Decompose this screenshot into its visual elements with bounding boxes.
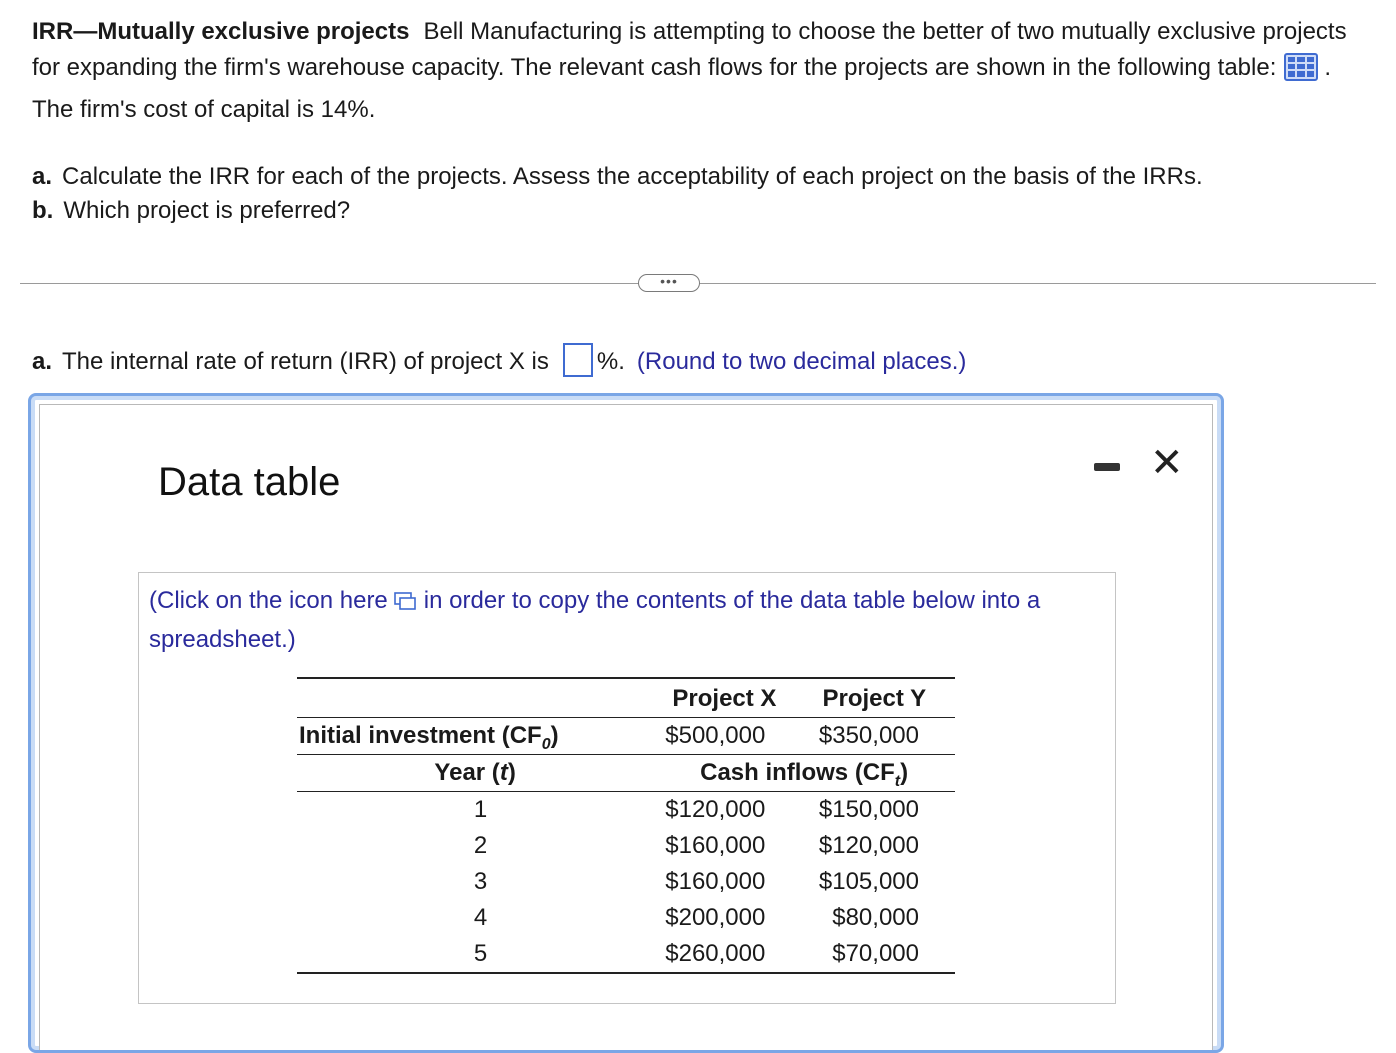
project-x-cell: $260,000 [653, 936, 797, 973]
minimize-button[interactable] [1092, 455, 1122, 475]
table-row [297, 936, 955, 973]
question-list [32, 160, 1203, 228]
initial-investment-row [297, 718, 955, 755]
modal-title: Data table [158, 460, 341, 504]
subheader-row [297, 755, 955, 792]
more-options-button[interactable]: ••• [638, 274, 700, 292]
problem-text-part2: . The firm's cost of capital is 14%. [32, 54, 1332, 123]
project-y-cell: $120,000 [818, 832, 919, 859]
modal-body [39, 404, 1213, 1050]
data-table-modal [28, 393, 1224, 1053]
cash-inflows-header: Cash inflows $(CF_t)$ [653, 755, 955, 792]
table-row [297, 864, 955, 900]
irr-answer-input[interactable] [563, 343, 593, 377]
table-row [297, 828, 955, 864]
header-blank [297, 678, 653, 718]
cash-flow-table [297, 677, 955, 974]
year-cell: 4 [473, 904, 488, 931]
project-x-initial: $500,000 [653, 718, 797, 755]
data-table-panel [138, 572, 1116, 1004]
year-cell: 5 [297, 936, 653, 973]
copy-note-before: (Click on the icon here [149, 587, 388, 614]
project-y-cell: $105,000 [818, 868, 919, 895]
close-button[interactable] [1150, 437, 1184, 489]
year-header: Year (t) [297, 755, 653, 792]
problem-text-part1: Bell Manufacturing is attempting to choose the better of two mutually exclusive projects for expanding the firm's warehouse capacity. The relevant cash flows for the projects are shown in the following table: [32, 18, 1347, 81]
minimize-icon [1094, 463, 1120, 471]
project-x-header: Project X [653, 678, 797, 718]
close-icon: ✕ [1150, 441, 1184, 485]
answer-prefix: The internal rate of return (IRR) of project X is [62, 348, 549, 375]
problem-statement [32, 14, 1372, 128]
question-a-text: Calculate the IRR for each of the projects. Assess the acceptability of each project on the basis of the IRRs. [62, 163, 1203, 190]
year-cell: 3 [473, 868, 488, 895]
year-cell: 2 [473, 832, 488, 859]
header-row [297, 678, 955, 718]
year-cell: 1 [297, 792, 653, 829]
copy-icon[interactable] [394, 586, 416, 622]
project-y-cell: $70,000 [798, 936, 955, 973]
project-x-cell: $160,000 [665, 868, 766, 895]
question-b [32, 194, 1203, 228]
project-y-initial: $350,000 [798, 718, 955, 755]
project-y-cell: $80,000 [832, 904, 919, 931]
answer-row [32, 343, 966, 380]
answer-label: a. [32, 348, 53, 375]
rounding-hint: (Round to two decimal places.) [636, 348, 967, 375]
question-a-label: a. [32, 163, 53, 190]
question-b-text: Which project is preferred? [63, 197, 351, 224]
project-x-cell: $200,000 [665, 904, 766, 931]
table-row [297, 792, 955, 829]
problem-title: IRR—Mutually exclusive projects [32, 18, 410, 45]
question-a [32, 160, 1203, 194]
copy-instructions [149, 583, 1089, 658]
project-x-cell: $160,000 [665, 832, 766, 859]
project-x-cell: $120,000 [653, 792, 797, 829]
project-y-cell: $150,000 [798, 792, 955, 829]
grid-table-icon[interactable] [1284, 53, 1318, 92]
answer-suffix: %. [596, 348, 625, 375]
initial-investment-label: Initial investment $(CF_0)$ [297, 718, 653, 755]
table-row [297, 900, 955, 936]
question-b-label: b. [32, 197, 54, 224]
copy-note-after: in order to copy the contents of the data table below into a spreadsheet.) [149, 587, 1041, 653]
project-y-header: Project Y [798, 678, 955, 718]
